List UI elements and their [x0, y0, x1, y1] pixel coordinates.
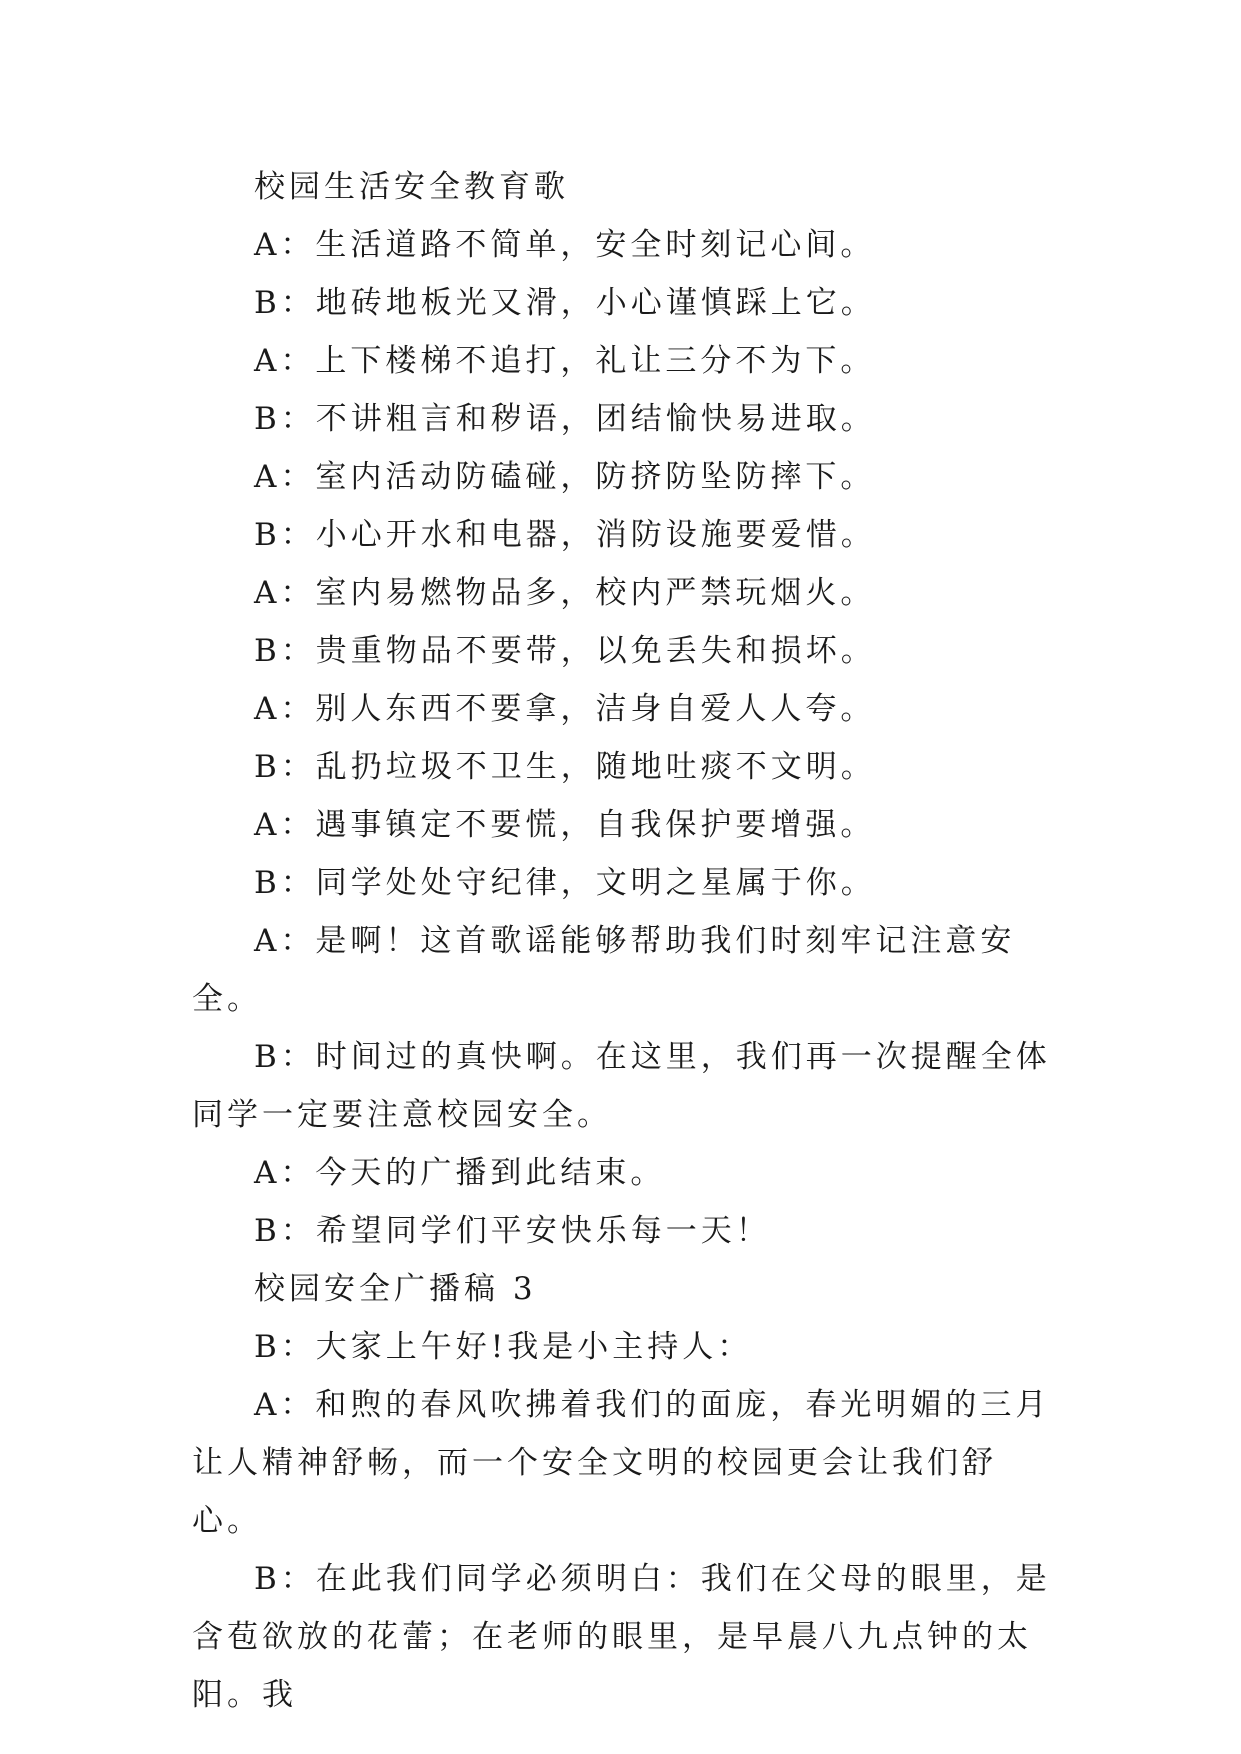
song-title: 校园生活安全教育歌 — [254, 169, 569, 205]
dialogue-line: A：上下楼梯不追打，礼让三分不为下。 — [254, 343, 876, 379]
dialogue-line: B：乱扔垃圾不卫生，随地吐痰不文明。 — [254, 749, 876, 785]
dialogue-line: A：生活道路不简单，安全时刻记心间。 — [254, 227, 876, 263]
dialogue-line: A：室内易燃物品多，校内严禁玩烟火。 — [254, 575, 876, 611]
dialogue-line: B：不讲粗言和秽语，团结愉快易进取。 — [254, 401, 876, 437]
section-heading: 校园安全广播稿 3 — [254, 1271, 537, 1307]
document-body — [192, 158, 1052, 1724]
dialogue-line: B：在此我们同学必须明白：我们在父母的眼里，是含苞欲放的花蕾；在老师的眼里，是早晨八九点钟的太阳。我 — [192, 1561, 1051, 1713]
dialogue-line: A：遇事镇定不要慌，自我保护要增强。 — [254, 807, 876, 843]
dialogue-line: B：时间过的真快啊。在这里，我们再一次提醒全体同学一定要注意校园安全。 — [192, 1039, 1051, 1133]
dialogue-line: B：希望同学们平安快乐每一天！ — [254, 1213, 771, 1249]
dialogue-line: A：是啊！这首歌谣能够帮助我们时刻牢记注意安全。 — [192, 923, 1016, 1017]
dialogue-line: A：室内活动防磕碰，防挤防坠防摔下。 — [254, 459, 876, 495]
dialogue-line: B：小心开水和电器，消防设施要爱惜。 — [254, 517, 876, 553]
dialogue-line: B：地砖地板光又滑，小心谨慎踩上它。 — [254, 285, 876, 321]
dialogue-line: B：大家上午好!我是小主持人： — [254, 1329, 753, 1365]
dialogue-line: B：同学处处守纪律，文明之星属于你。 — [254, 865, 876, 901]
dialogue-line: A：今天的广播到此结束。 — [254, 1155, 666, 1191]
dialogue-line: A：和煦的春风吹拂着我们的面庞，春光明媚的三月让人精神舒畅，而一个安全文明的校园更会让我们舒心。 — [192, 1387, 1051, 1539]
dialogue-line: B：贵重物品不要带，以免丢失和损坏。 — [254, 633, 876, 669]
dialogue-line: A：别人东西不要拿，洁身自爱人人夸。 — [254, 691, 876, 727]
